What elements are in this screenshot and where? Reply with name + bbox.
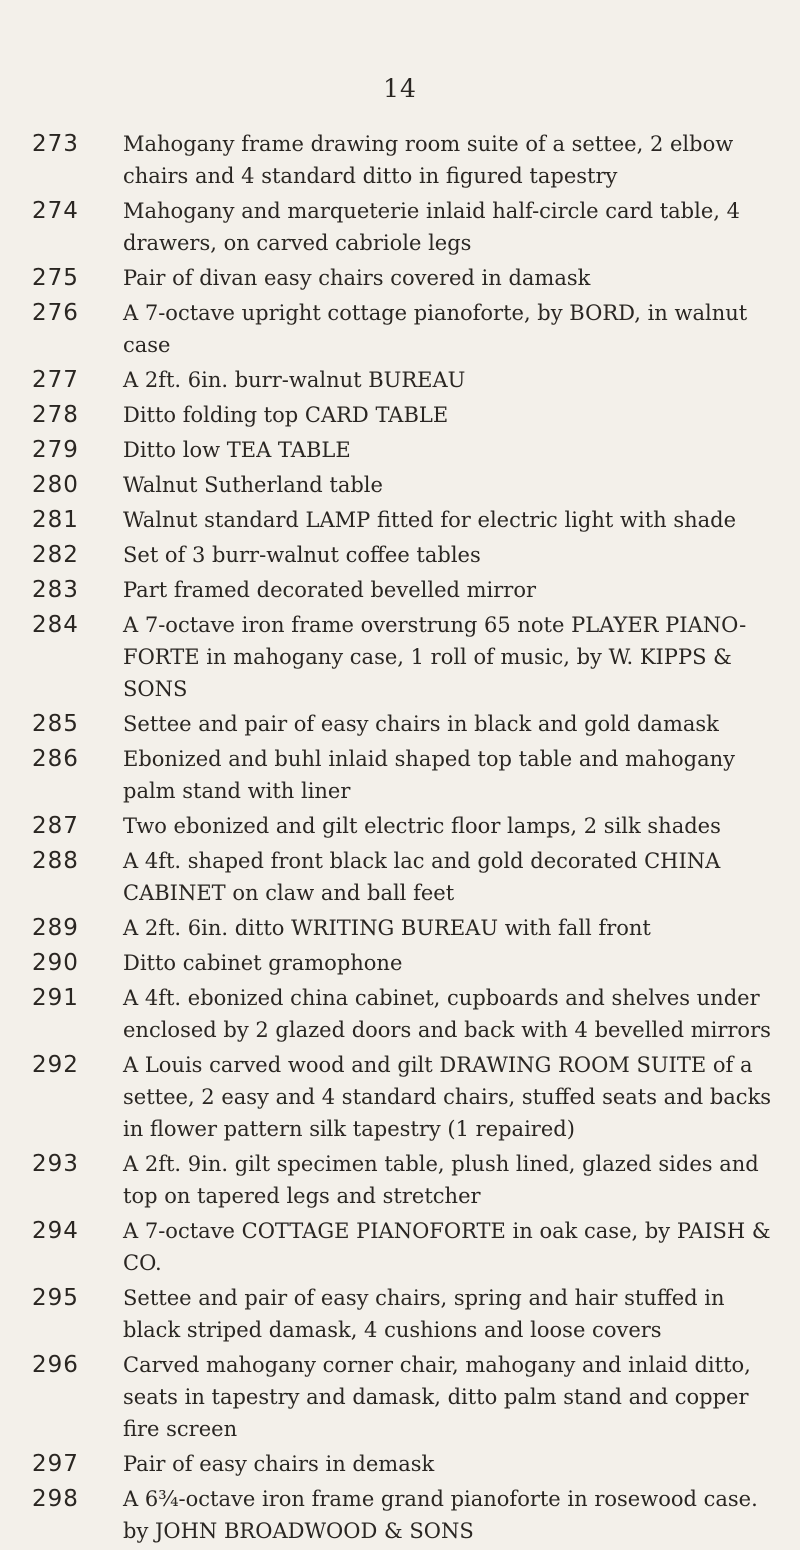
lot-number: 285 [32,711,79,737]
lot-number: 279 [32,437,79,463]
lot-description: Ebonized and buhl inlaid shaped top table and mahogany palm stand with liner [123,747,735,803]
lot-entry [32,297,788,361]
lot-entry [32,947,788,979]
lot-description: Carved mahogany corner chair, mahogany and inlaid ditto, seats in tapestry and damask, ditto palm stand and copper fire screen [123,1353,751,1441]
lot-description: A Louis carved wood and gilt DRAWING ROOM SUITE of a settee, 2 easy and 4 standard chairs, stuffed seats and backs in flower pattern silk tapestry (1 repaired) [123,1053,772,1141]
lot-number: 290 [32,950,79,976]
lot-number: 275 [32,265,79,291]
lot-description: Settee and pair of easy chairs, spring and hair stuffed in black striped damask, 4 cushions and loose covers [123,1286,725,1342]
lot-description: Pair of divan easy chairs covered in damask [123,266,591,290]
lot-number: 277 [32,367,79,393]
lot-number: 292 [32,1052,79,1078]
lot-entry [32,262,788,294]
lot-entry [32,1049,788,1145]
lot-description: A 7-octave COTTAGE PIANOFORTE in oak case, by PAISH & CO. [123,1219,771,1275]
lot-entry [32,128,788,192]
lot-number: 286 [32,746,79,772]
lot-list [32,128,788,1550]
lot-description: Ditto cabinet gramophone [123,951,403,975]
lot-entry [32,195,788,259]
lot-description: A 4ft. shaped front black lac and gold decorated CHINA CABINET on claw and ball feet [123,849,721,905]
lot-number: 278 [32,402,79,428]
lot-description: Mahogany frame drawing room suite of a settee, 2 elbow chairs and 4 standard ditto in figured tapestry [123,132,734,188]
lot-number: 287 [32,813,79,839]
lot-entry [32,810,788,842]
lot-entry [32,399,788,431]
lot-description: Walnut Sutherland table [123,473,383,497]
lot-entry [32,743,788,807]
lot-number: 281 [32,507,79,533]
lot-entry [32,1148,788,1212]
lot-description: A 2ft. 9in. gilt specimen table, plush lined, glazed sides and top on tapered legs and stretcher [123,1152,759,1208]
lot-number: 280 [32,472,79,498]
lot-entry [32,845,788,909]
lot-number: 273 [32,131,79,157]
lot-description: Settee and pair of easy chairs in black and gold damask [123,712,719,736]
lot-entry [32,469,788,501]
lot-description: Walnut standard LAMP fitted for electric light with shade [123,508,737,532]
lot-description: A 2ft. 6in. ditto WRITING BUREAU with fall front [123,916,651,940]
lot-number: 289 [32,915,79,941]
lot-description: Ditto folding top CARD TABLE [123,403,449,427]
lot-description: A 6¾-octave iron frame grand pianoforte in rosewood case. by JOHN BROADWOOD & SONS [123,1487,758,1543]
lot-description: Part framed decorated bevelled mirror [123,578,536,602]
lot-entry [32,1349,788,1445]
lot-entry [32,912,788,944]
lot-number: 294 [32,1218,79,1244]
lot-entry [32,609,788,705]
lot-number: 291 [32,985,79,1011]
lot-entry [32,1282,788,1346]
lot-number: 284 [32,612,79,638]
lot-number: 274 [32,198,79,224]
lot-description: Two ebonized and gilt electric floor lamps, 2 silk shades [123,814,721,838]
lot-entry [32,1483,788,1547]
lot-entry [32,539,788,571]
lot-entry [32,708,788,740]
lot-description: A 4ft. ebonized china cabinet, cupboards and shelves under enclosed by 2 glazed doors and back with 4 bevelled mirrors [123,986,771,1042]
lot-entry [32,504,788,536]
lot-description: A 7-octave upright cottage pianoforte, by BORD, in walnut case [123,301,748,357]
lot-number: 296 [32,1352,79,1378]
lot-description: A 2ft. 6in. burr-walnut BUREAU [123,368,466,392]
lot-description: A 7-octave iron frame overstrung 65 note PLAYER PIANO-FORTE in mahogany case, 1 roll of music, by W. KIPPS & SONS [123,613,747,701]
lot-entry [32,434,788,466]
lot-description: Mahogany and marqueterie inlaid half-circle card table, 4 drawers, on carved cabriole legs [123,199,740,255]
lot-number: 276 [32,300,79,326]
lot-number: 283 [32,577,79,603]
lot-number: 295 [32,1285,79,1311]
lot-number: 297 [32,1451,79,1477]
page-number: 14 [383,74,417,103]
lot-number: 288 [32,848,79,874]
lot-number: 293 [32,1151,79,1177]
lot-description: Ditto low TEA TABLE [123,438,351,462]
lot-description: Set of 3 burr-walnut coffee tables [123,543,481,567]
lot-number: 282 [32,542,79,568]
lot-entry [32,364,788,396]
lot-number: 298 [32,1486,79,1512]
lot-entry [32,1448,788,1480]
lot-entry [32,1215,788,1279]
lot-description: Pair of easy chairs in demask [123,1452,435,1476]
lot-entry [32,982,788,1046]
lot-entry [32,574,788,606]
